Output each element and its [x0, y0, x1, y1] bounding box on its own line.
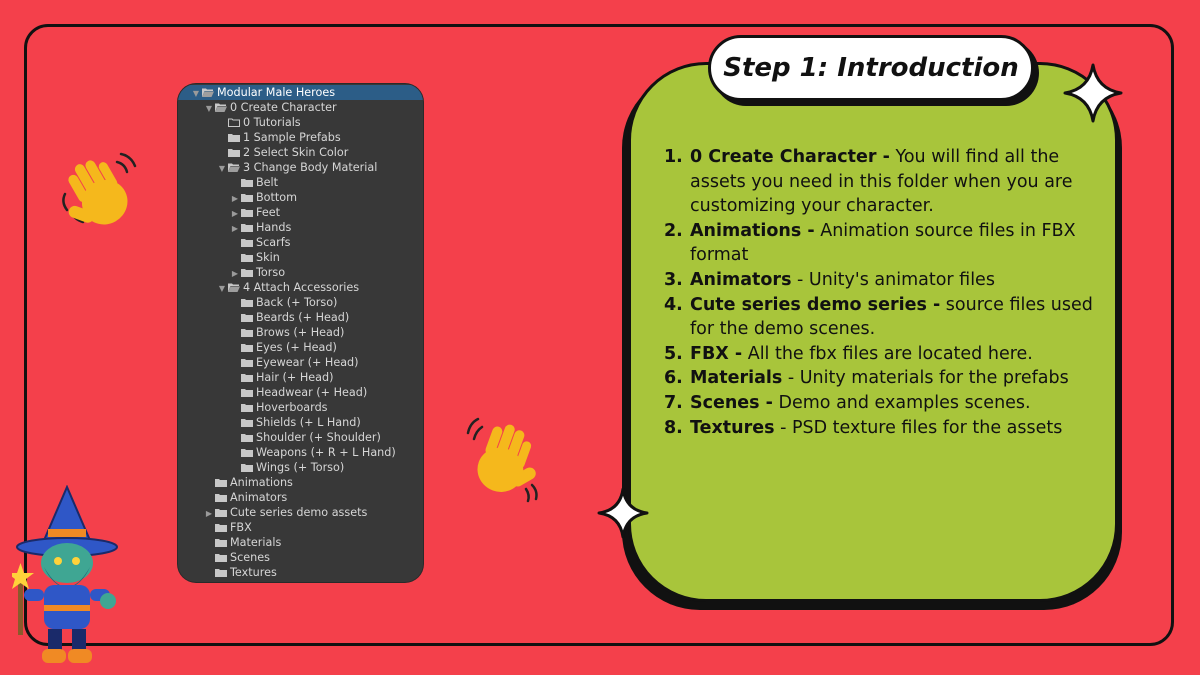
folder-icon [241, 223, 253, 232]
tree-item[interactable] [178, 100, 423, 115]
list-item [664, 391, 1094, 416]
expand-arrow-closed-icon[interactable]: ▶ [205, 509, 213, 518]
folder-icon [241, 448, 253, 457]
list-item-text: - Unity materials for the prefabs [782, 368, 1069, 389]
tree-item-label: Eyewear (+ Head) [256, 356, 359, 369]
tree-item-label: Scenes [230, 551, 270, 564]
tree-item-label: Headwear (+ Head) [256, 386, 368, 399]
tree-item-label: 3 Change Body Material [243, 161, 378, 174]
waving-hand-icon [55, 150, 145, 240]
folder-icon [215, 493, 227, 502]
expand-arrow-closed-icon[interactable]: ▶ [231, 209, 239, 218]
tree-item[interactable] [178, 235, 423, 250]
folder-icon [241, 328, 253, 337]
folder-icon [241, 403, 253, 412]
folder-icon [215, 538, 227, 547]
tree-item-label: 1 Sample Prefabs [243, 131, 341, 144]
tree-item[interactable] [178, 430, 423, 445]
tree-item[interactable] [178, 400, 423, 415]
tree-item[interactable] [178, 370, 423, 385]
tree-item[interactable] [178, 445, 423, 460]
tree-item-label: Brows (+ Head) [256, 326, 345, 339]
expand-arrow-closed-icon[interactable]: ▶ [231, 194, 239, 203]
folder-icon [228, 148, 240, 157]
tree-item[interactable] [178, 190, 423, 205]
list-item-heading: Scenes - [690, 392, 773, 413]
folder-icon [215, 478, 227, 487]
folder-icon [228, 133, 240, 142]
folder-icon [215, 103, 227, 112]
tree-item[interactable] [178, 535, 423, 550]
tree-item[interactable] [178, 475, 423, 490]
tree-item[interactable] [178, 340, 423, 355]
tree-item-label: Hoverboards [256, 401, 328, 414]
expand-arrow-open-icon[interactable]: ▼ [205, 104, 213, 113]
folder-icon [202, 88, 214, 97]
tree-item-label: Modular Male Heroes [217, 86, 336, 99]
list-item-heading: Animators [690, 269, 792, 290]
expand-arrow-closed-icon[interactable]: ▶ [231, 224, 239, 233]
list-item-heading: FBX - [690, 343, 743, 364]
list-number: 4. [664, 294, 683, 315]
folder-icon [241, 268, 253, 277]
list-item [664, 366, 1094, 391]
tree-item[interactable] [178, 385, 423, 400]
tree-item-label: Animators [230, 491, 288, 504]
folder-icon [241, 358, 253, 367]
folder-icon [215, 508, 227, 517]
folder-icon [241, 433, 253, 442]
list-number: 1. [664, 147, 683, 167]
tree-item[interactable] [178, 295, 423, 310]
tree-item[interactable] [178, 565, 423, 580]
list-number: 5. [664, 343, 683, 364]
tree-item[interactable] [178, 550, 423, 565]
list-item-heading: Materials [690, 368, 783, 389]
list-number: 2. [664, 220, 683, 241]
tree-item[interactable] [178, 280, 423, 295]
tree-item-label: Eyes (+ Head) [256, 341, 337, 354]
list-item-text: Animation source files in FBX format [690, 220, 1076, 266]
tree-item-label: Wings (+ Torso) [256, 461, 345, 474]
project-tree-panel [178, 84, 423, 582]
folder-icon [241, 373, 253, 382]
tree-item-label: 0 Create Character [230, 101, 337, 114]
folder-icon [241, 418, 253, 427]
tree-item[interactable] [178, 355, 423, 370]
tree-item-label: Hair (+ Head) [256, 371, 334, 384]
tree-item-label: Feet [256, 206, 280, 219]
expand-arrow-open-icon[interactable]: ▼ [192, 89, 200, 98]
tree-item-label: Scarfs [256, 236, 291, 249]
tree-item-label: Materials [230, 536, 282, 549]
tree-item[interactable] [178, 520, 423, 535]
tree-item[interactable] [178, 130, 423, 145]
tree-item[interactable] [178, 145, 423, 160]
list-item [664, 342, 1094, 367]
tree-item[interactable] [178, 175, 423, 190]
expand-arrow-closed-icon[interactable]: ▶ [231, 269, 239, 278]
folder-icon [241, 178, 253, 187]
folder-icon [241, 463, 253, 472]
folder-icon [241, 343, 253, 352]
list-item [664, 416, 1094, 441]
folder-icon [241, 208, 253, 217]
list-item-heading: Animations - [690, 220, 815, 241]
folder-icon [241, 313, 253, 322]
tree-item[interactable] [178, 415, 423, 430]
folder-icon [228, 163, 240, 172]
list-item-text: Demo and examples scenes. [772, 392, 1031, 413]
tree-item[interactable] [178, 265, 423, 280]
list-item-text: You will find all the assets you need in this folder when you are customizing your character. [690, 147, 1073, 217]
tree-item[interactable] [178, 160, 423, 175]
tree-item-label: Animations [230, 476, 293, 489]
expand-arrow-open-icon[interactable]: ▼ [218, 164, 226, 173]
tree-item-label: Textures [230, 566, 277, 579]
tree-item[interactable] [178, 115, 423, 130]
folder-icon [241, 193, 253, 202]
tree-item-label: Weapons (+ R + L Hand) [256, 446, 396, 459]
list-item [664, 268, 1094, 293]
folder-icon [215, 568, 227, 577]
waving-hand-icon [460, 415, 550, 505]
list-item-text: - PSD texture files for the assets [774, 417, 1063, 438]
sparkle-icon [1062, 62, 1124, 124]
list-number: 8. [664, 417, 683, 438]
list-number: 7. [664, 392, 683, 413]
list-item-text: All the fbx files are located here. [742, 343, 1033, 364]
list-item-heading: Textures [690, 417, 775, 438]
list-item [664, 293, 1094, 342]
folder-icon [241, 388, 253, 397]
tree-item[interactable] [178, 505, 423, 520]
expand-arrow-open-icon[interactable]: ▼ [218, 284, 226, 293]
tree-item-label: 0 Tutorials [243, 116, 301, 129]
tree-item-label: Skin [256, 251, 280, 264]
list-number: 3. [664, 269, 683, 290]
tree-item-label: Torso [256, 266, 286, 279]
tree-item-label: Bottom [256, 191, 298, 204]
tree-item[interactable] [178, 310, 423, 325]
list-number: 6. [664, 368, 683, 389]
list-item [664, 219, 1094, 268]
tree-item-label: Back (+ Torso) [256, 296, 338, 309]
list-item-heading: 0 Create Character - [690, 147, 890, 167]
tree-item[interactable] [178, 460, 423, 475]
tree-item-label: 2 Select Skin Color [243, 146, 349, 159]
folder-icon [228, 118, 240, 127]
folder-icon [228, 283, 240, 292]
tree-item[interactable] [178, 205, 423, 220]
folder-icon [241, 238, 253, 247]
tree-item-label: 4 Attach Accessories [243, 281, 360, 294]
tree-item-label: Belt [256, 176, 279, 189]
folder-icon [215, 553, 227, 562]
tree-item-label: Cute series demo assets [230, 506, 368, 519]
folder-description-list [664, 145, 1094, 440]
list-item-heading: Cute series demo series - [690, 294, 941, 315]
list-item [664, 145, 1094, 219]
step-title: Step 1: Introduction [708, 35, 1034, 101]
tree-item[interactable] [178, 250, 423, 265]
list-item-text: source files used for the demo scenes. [690, 294, 1093, 340]
tree-item-label: Shields (+ L Hand) [256, 416, 361, 429]
tree-item[interactable] [178, 85, 423, 100]
tree-item[interactable] [178, 490, 423, 505]
folder-icon [215, 523, 227, 532]
tree-item[interactable] [178, 325, 423, 340]
tree-item-label: FBX [230, 521, 252, 534]
tree-item-label: Beards (+ Head) [256, 311, 350, 324]
sparkle-icon [596, 486, 650, 540]
tree-item-label: Hands [256, 221, 292, 234]
tree-item[interactable] [178, 220, 423, 235]
wizard-character [12, 485, 122, 670]
list-item-text: - Unity's animator files [791, 269, 995, 290]
folder-icon [241, 253, 253, 262]
folder-icon [241, 298, 253, 307]
tree-item-label: Shoulder (+ Shoulder) [256, 431, 381, 444]
